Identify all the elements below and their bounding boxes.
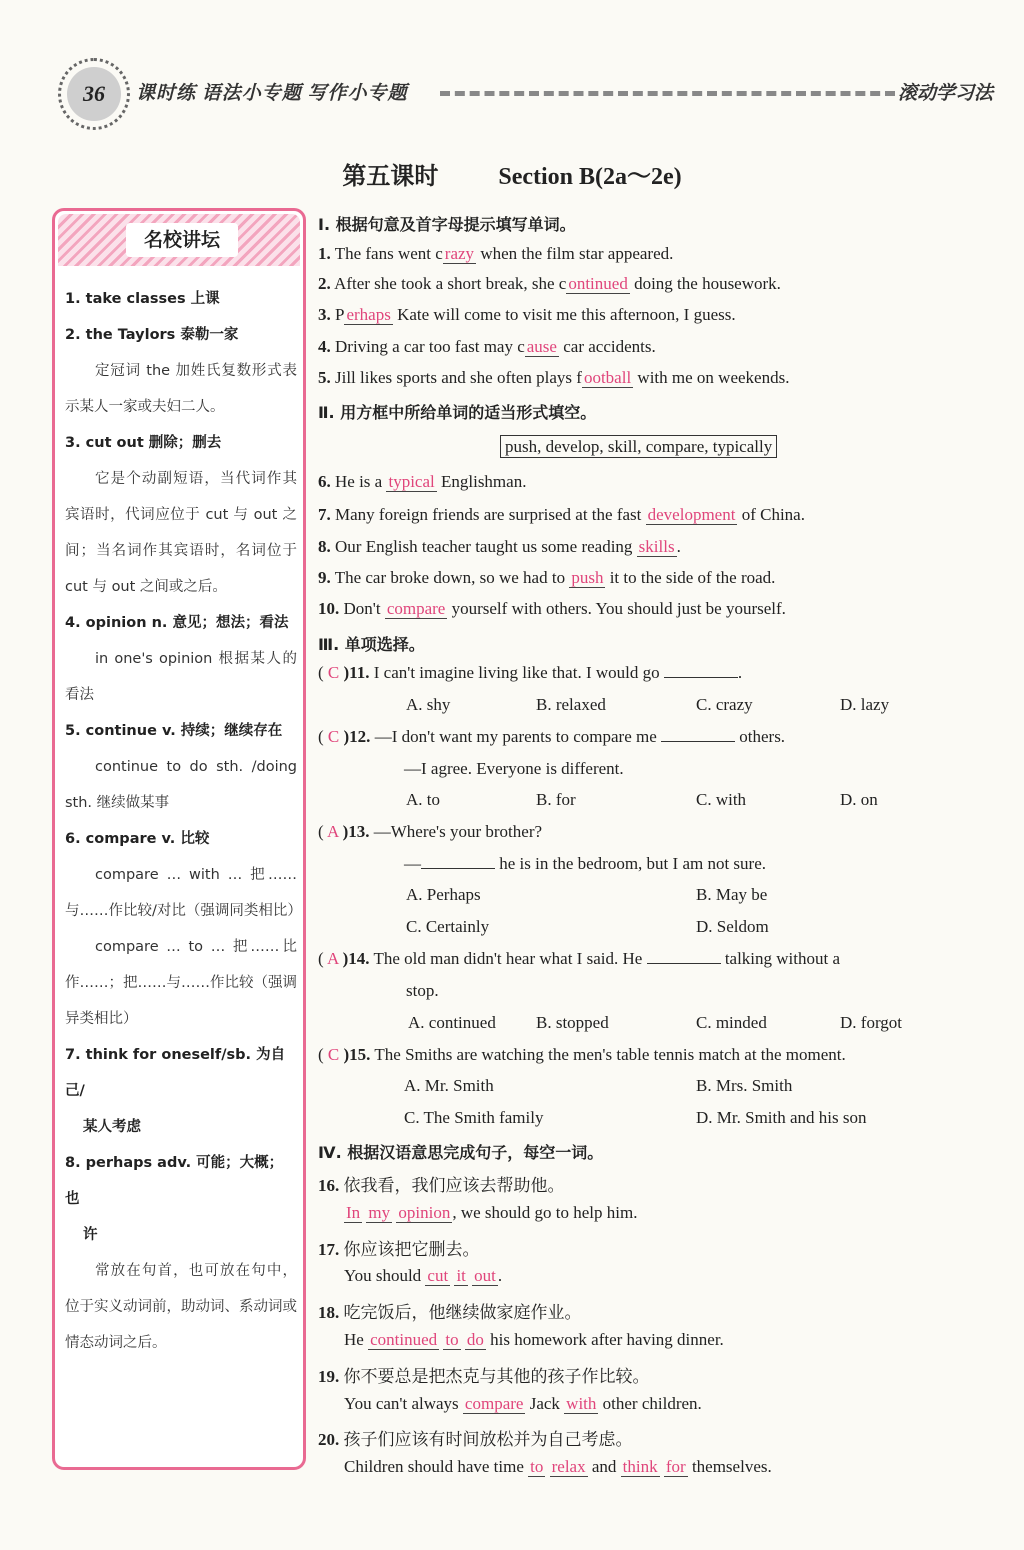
question-19: 19. 你不要总是把杰克与其他的孩子作比较。	[318, 1367, 650, 1386]
note-term: 6. compare v. 比较	[65, 831, 210, 847]
note-term: 1. take classes 上课	[65, 291, 220, 307]
page-number: 36	[67, 67, 121, 121]
answer: C	[327, 1045, 340, 1064]
option: D. forgot	[840, 1013, 903, 1032]
section-2-heading: Ⅱ. 用方框中所给单词的适当形式填空。	[318, 403, 597, 422]
note-text: 常放在句首，也可放在句中，位于实义动词前，助动词、系动词或情态动词之后。	[65, 1263, 297, 1351]
option: D. Seldom	[696, 917, 769, 936]
question-18-answer: He continued to do his homework after having dinner.	[344, 1330, 724, 1349]
question-8: 8. Our English teacher taught us some reading skills .	[318, 537, 681, 556]
question-19-answer: You can't always compare Jack with other children.	[344, 1394, 702, 1413]
option: B. May be	[696, 885, 768, 904]
question-17: 17. 你应该把它删去。	[318, 1240, 480, 1259]
question-1: 1. The fans went c razy when the film star appeared.	[318, 244, 674, 263]
question-5: 5. Jill likes sports and she often plays f ootball with me on weekends.	[318, 368, 790, 387]
option: A. Perhaps	[406, 885, 481, 904]
answer: ontinued	[568, 274, 628, 293]
question-14-cont: stop.	[406, 981, 439, 1000]
answer: ootball	[583, 368, 632, 387]
question-12-reply: —I agree. Everyone is different.	[404, 759, 624, 778]
option: D. lazy	[840, 695, 890, 714]
option: B. relaxed	[536, 695, 606, 714]
question-3: 3. P erhaps Kate will come to visit me this afternoon, I guess.	[318, 305, 736, 324]
header-divider	[440, 91, 895, 96]
question-12: ( C )12. —I don't want my parents to compare me others.	[318, 727, 786, 746]
option: C. minded	[696, 1013, 767, 1032]
note-text: continue to do sth. /doing sth. 继续做某事	[65, 759, 297, 811]
lesson-title-main: 第五课时	[342, 164, 439, 190]
page-number-badge	[58, 58, 130, 130]
note-text: compare … to … 把……比作……；把……与……作比较（强调异类相比）	[65, 939, 297, 1027]
question-13-reply: — he is in the bedroom, but I am not sure.	[404, 854, 767, 873]
note-text: 它是个动副短语，当代词作其宾语时，代词应位于 cut 与 out 之间；当名词作其宾语时，名词位于 cut 与 out 之间或之后。	[65, 471, 297, 595]
section-3-heading: Ⅲ. 单项选择。	[318, 635, 425, 654]
question-2: 2. After she took a short break, she c ontinued doing the housework.	[318, 274, 781, 293]
note-term: 5. continue v. 持续；继续存在	[65, 723, 283, 739]
series-title: 课时练 语法小专题 写作小专题	[136, 83, 408, 104]
lesson-title	[0, 156, 1024, 191]
option: C. Certainly	[406, 917, 490, 936]
answer: C	[327, 727, 340, 746]
option: A. Mr. Smith	[404, 1076, 494, 1095]
note-term: 某人考虑	[83, 1119, 141, 1135]
note-term: 2. the Taylors 泰勒一家	[65, 327, 239, 343]
option: B. stopped	[536, 1013, 609, 1032]
note-term: 许	[83, 1227, 98, 1243]
question-9: 9. The car broke down, so we had to push it to the side of the road.	[318, 568, 776, 587]
note-term: 3. cut out 删除；删去	[65, 435, 222, 451]
note-term: 7. think for oneself/sb. 为自己/	[65, 1047, 286, 1099]
question-18: 18. 吃完饭后，他继续做家庭作业。	[318, 1303, 582, 1322]
question-20: 20. 孩子们应该有时间放松并为自己考虑。	[318, 1430, 633, 1449]
question-10: 10. Don't compare yourself with others. You should just be yourself.	[318, 599, 786, 618]
answer: development	[647, 505, 736, 524]
answer: A	[326, 822, 339, 841]
question-13: ( A )13. —Where's your brother?	[318, 822, 543, 841]
answer: razy	[444, 244, 475, 263]
note-text: 定冠词 the 加姓氏复数形式表示某人一家或夫妇二人。	[65, 363, 297, 415]
answer: push	[571, 568, 604, 587]
answer: compare	[386, 599, 446, 618]
sidebar-items	[65, 281, 302, 1361]
option: C. with	[696, 790, 747, 809]
answer: C	[327, 663, 340, 682]
question-7: 7. Many foreign friends are surprised at the fast development of China.	[318, 505, 805, 524]
option: D. on	[840, 790, 878, 809]
answer: A	[326, 949, 339, 968]
option: B. for	[536, 790, 576, 809]
question-17-answer: You should cut it out .	[344, 1266, 503, 1285]
section-1-heading: Ⅰ. 根据句意及首字母提示填写单词。	[318, 215, 576, 234]
answer: typical	[388, 472, 435, 491]
sidebar-notes	[52, 208, 306, 1470]
page-header	[0, 0, 1024, 140]
option: C. crazy	[696, 695, 753, 714]
answer: skills	[638, 537, 675, 556]
question-15: ( C )15. The Smiths are watching the men's table tennis match at the moment.	[318, 1045, 846, 1064]
sidebar-header	[58, 214, 300, 266]
brand-title: 滚动学习法	[898, 83, 994, 104]
note-text: compare … with … 把……与……作比较/对比（强调同类相比）	[65, 867, 302, 919]
question-14: ( A )14. The old man didn't hear what I said. He talking without a	[318, 949, 841, 968]
question-11: ( C )11. I can't imagine living like that. I would go .	[318, 663, 743, 682]
question-20-answer: Children should have time to relax and think for themselves.	[344, 1457, 772, 1476]
question-4: 4. Driving a car too fast may c ause car accidents.	[318, 337, 656, 356]
question-6: 6. He is a typical Englishman.	[318, 472, 527, 491]
note-text: in one's opinion 根据某人的看法	[65, 651, 297, 703]
option: C. The Smith family	[404, 1108, 544, 1127]
section-4-heading: Ⅳ. 根据汉语意思完成句子，每空一词。	[318, 1143, 604, 1162]
answer: ause	[526, 337, 557, 356]
sidebar-title: 名校讲坛	[126, 223, 238, 257]
question-16: 16. 依我看，我们应该去帮助他。	[318, 1176, 565, 1195]
option: B. Mrs. Smith	[696, 1076, 793, 1095]
question-16-answer: In my opinion , we should go to help him.	[346, 1203, 638, 1222]
note-term: 8. perhaps adv. 可能；大概；也	[65, 1155, 284, 1207]
option: A. to	[406, 790, 440, 809]
note-term: 4. opinion n. 意见；想法；看法	[65, 615, 289, 631]
answer: erhaps	[346, 305, 391, 324]
lesson-title-section: Section B(2a～2e)	[498, 164, 682, 190]
option: D. Mr. Smith and his son	[696, 1108, 867, 1127]
option: A. shy	[406, 695, 451, 714]
word-box: push, develop, skill, compare, typically	[500, 437, 777, 457]
option: A. continued	[408, 1013, 496, 1032]
